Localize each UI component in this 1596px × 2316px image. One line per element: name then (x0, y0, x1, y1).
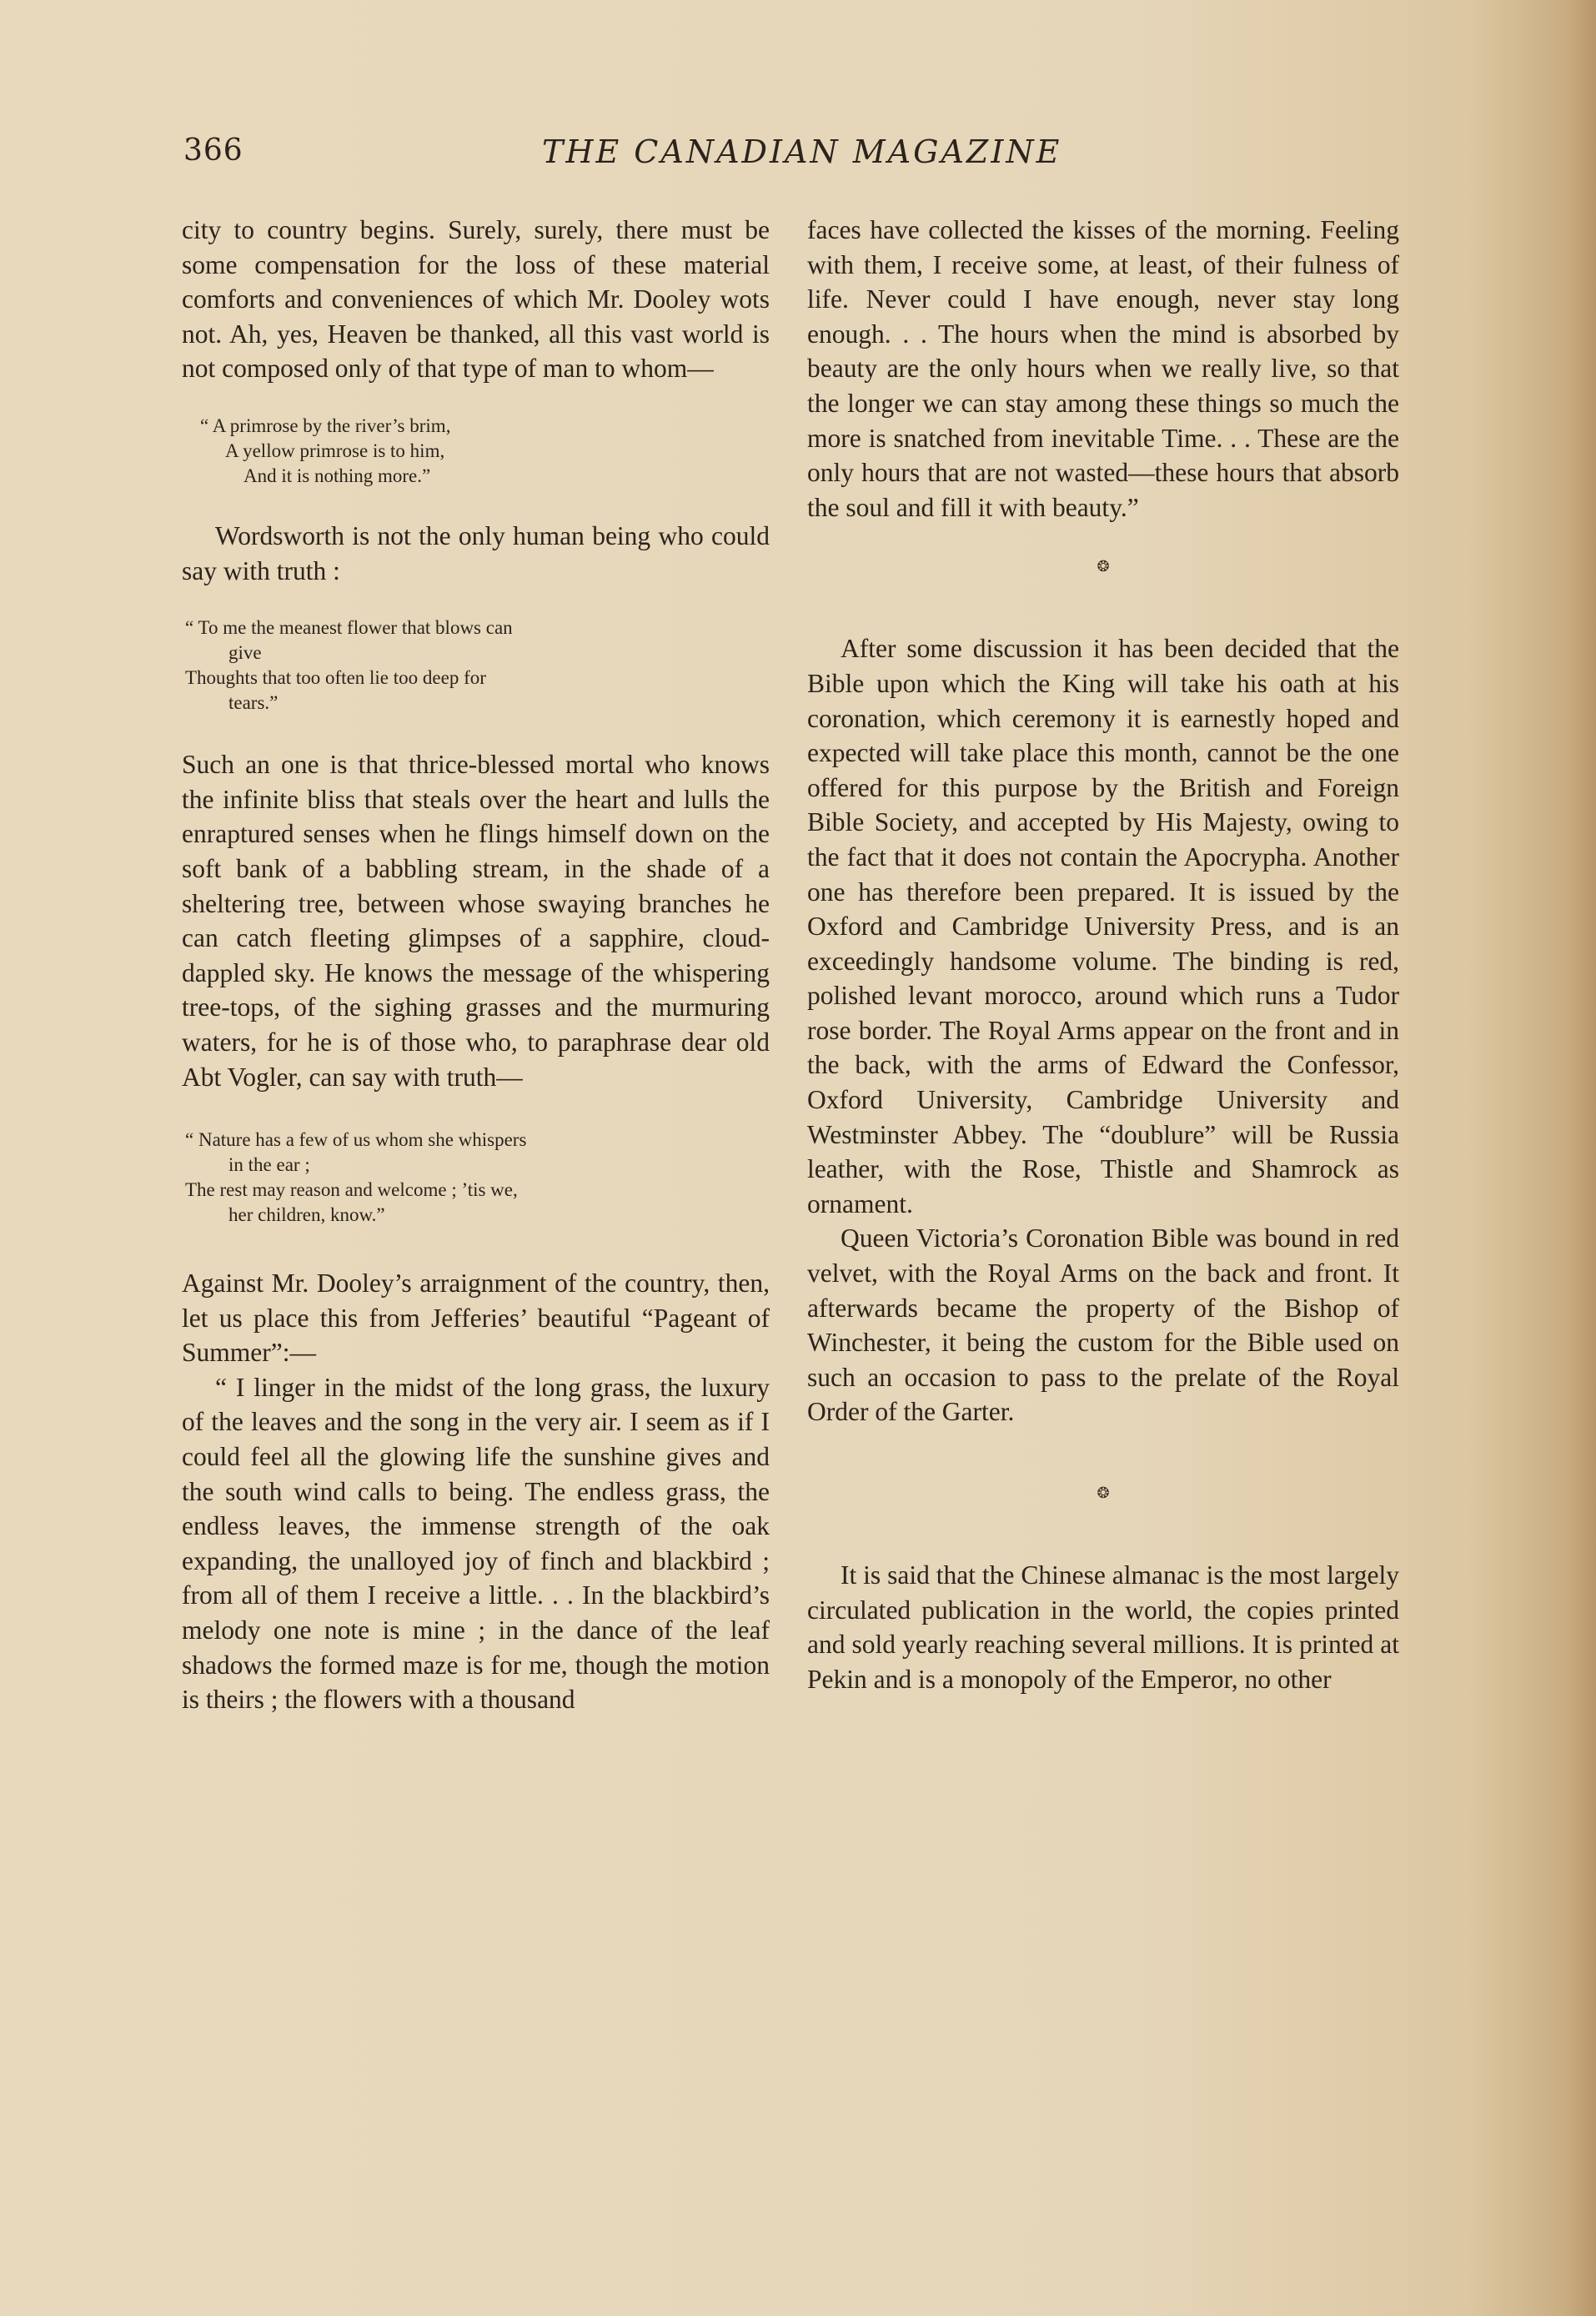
section-separator-ornament: ❂ (1097, 1485, 1110, 1501)
running-title: THE CANADIAN MAGAZINE (542, 133, 1062, 170)
verse-line: tears.” (228, 692, 279, 714)
verse-line: The rest may reason and welcome ; ’tis we, (185, 1179, 518, 1201)
paragraph: Against Mr. Dooley’s arraignment of the country, then, let us place this from Jefferies’ beautiful “Pageant of Summer”:— (182, 1269, 770, 1368)
section-separator-ornament: ❂ (1097, 558, 1110, 575)
verse-abt-vogler (182, 1128, 770, 1228)
verse-line: “ A primrose by the river’s brim, (200, 414, 451, 436)
paragraph: city to country begins. Surely, surely, there must be some compensation for the loss of these material comforts and conveniences of which Mr. Dooley wots not. Ah, yes, Heaven be thanked, all this vast world is not composed only of that type of man to whom— (182, 215, 770, 384)
right-column (807, 213, 1399, 1696)
paragraph: Such an one is that thrice-blessed mortal who knows the infinite bliss that steals over the heart and lulls the enraptured senses when he flings himself down on the soft bank of a babbling stream, in the shade of a sheltering tree, between whose swaying branches he can catch fleeting glimpses of a sapphire, cloud-dappled sky. He knows the message of the whispering tree-tops, of the sighing grasses and the murmuring waters, for he is of those who, to paraphrase dear old Abt Vogler, can say with truth— (182, 750, 770, 1092)
paragraph: “ I linger in the midst of the long grass, the luxury of the leaves and the song in the very air. I seem as if I could feel all the glowing life the sunshine gives and the south wind calls to being. The endless grass, the endless leaves, the immense strength of the oak expanding, the unalloyed joy of finch and blackbird ; from all of them I receive a little. . . In the blackbird’s melody one note is mine ; in the dance of the leaf shadows the formed maze is for me, though the motion is theirs ; the flowers with a thousand (182, 1372, 770, 1715)
left-column (182, 213, 770, 1717)
verse-line: “ To me the meanest flower that blows can (185, 617, 513, 639)
verse-line: her children, know.” (228, 1204, 385, 1226)
paragraph: faces have collected the kisses of the morning. Feeling with them, I receive some, at least, of their fulness of life. Never could I have enough, never stay long enough. . . The hours when the mind is absorbed by beauty are the only hours when we really live, so that the longer we can stay among these things so much the more is snatched from inevitable Time. . . These are the only hours that are not wasted—these hours that absorb the soul and fill it with beauty.” (807, 215, 1399, 522)
paragraph: Wordsworth is not the only human being who could say with truth : (182, 520, 770, 585)
paragraph: After some discussion it has been decided that the Bible upon which the King will take his oath at his coronation, which ceremony it is earnestly hoped and expected will take place this month, cannot be the one offered for this purpose by the British and Foreign Bible Society, and accepted by His Majesty, owing to the fact that it does not contain the Apocrypha. Another one has therefore been prepared. It is issued by the Oxford and Cambridge University Press, and is an exceedingly handsome volume. The binding is red, polished levant morocco, around which runs a Tudor rose border. The Royal Arms appear on the front and in the back, with the arms of Edward the Confessor, Oxford University, Cambridge University and Westminster Abbey. The “doublure” will be Russia leather, with the Rose, Thistle and Shamrock as ornament. (807, 634, 1399, 1218)
page-number: 366 (183, 133, 243, 168)
verse-line: “ Nature has a few of us whom she whispers (185, 1129, 527, 1151)
verse-line: Thoughts that too often lie too deep for (185, 667, 486, 689)
verse-line: give (228, 642, 262, 664)
verse-line: in the ear ; (228, 1154, 310, 1176)
verse-line: A yellow primrose is to him, (225, 440, 445, 461)
verse-line: And it is nothing more.” (243, 465, 431, 486)
verse-primrose (182, 414, 770, 489)
page-header (183, 133, 1418, 183)
paragraph: It is said that the Chinese almanac is the most largely circulated publication in the world, the copies printed and sold yearly reaching several millions. It is printed at Pekin and is a monopoly of the Emperor, no other (807, 1560, 1399, 1694)
paragraph: Queen Victoria’s Coronation Bible was bound in red velvet, with the Royal Arms on the back and front. It afterwards became the property of the Bishop of Winchester, it being the custom for the Bible used on such an occasion to pass to the prelate of the Royal Order of the Garter. (807, 1223, 1399, 1427)
verse-wordsworth (182, 615, 770, 716)
